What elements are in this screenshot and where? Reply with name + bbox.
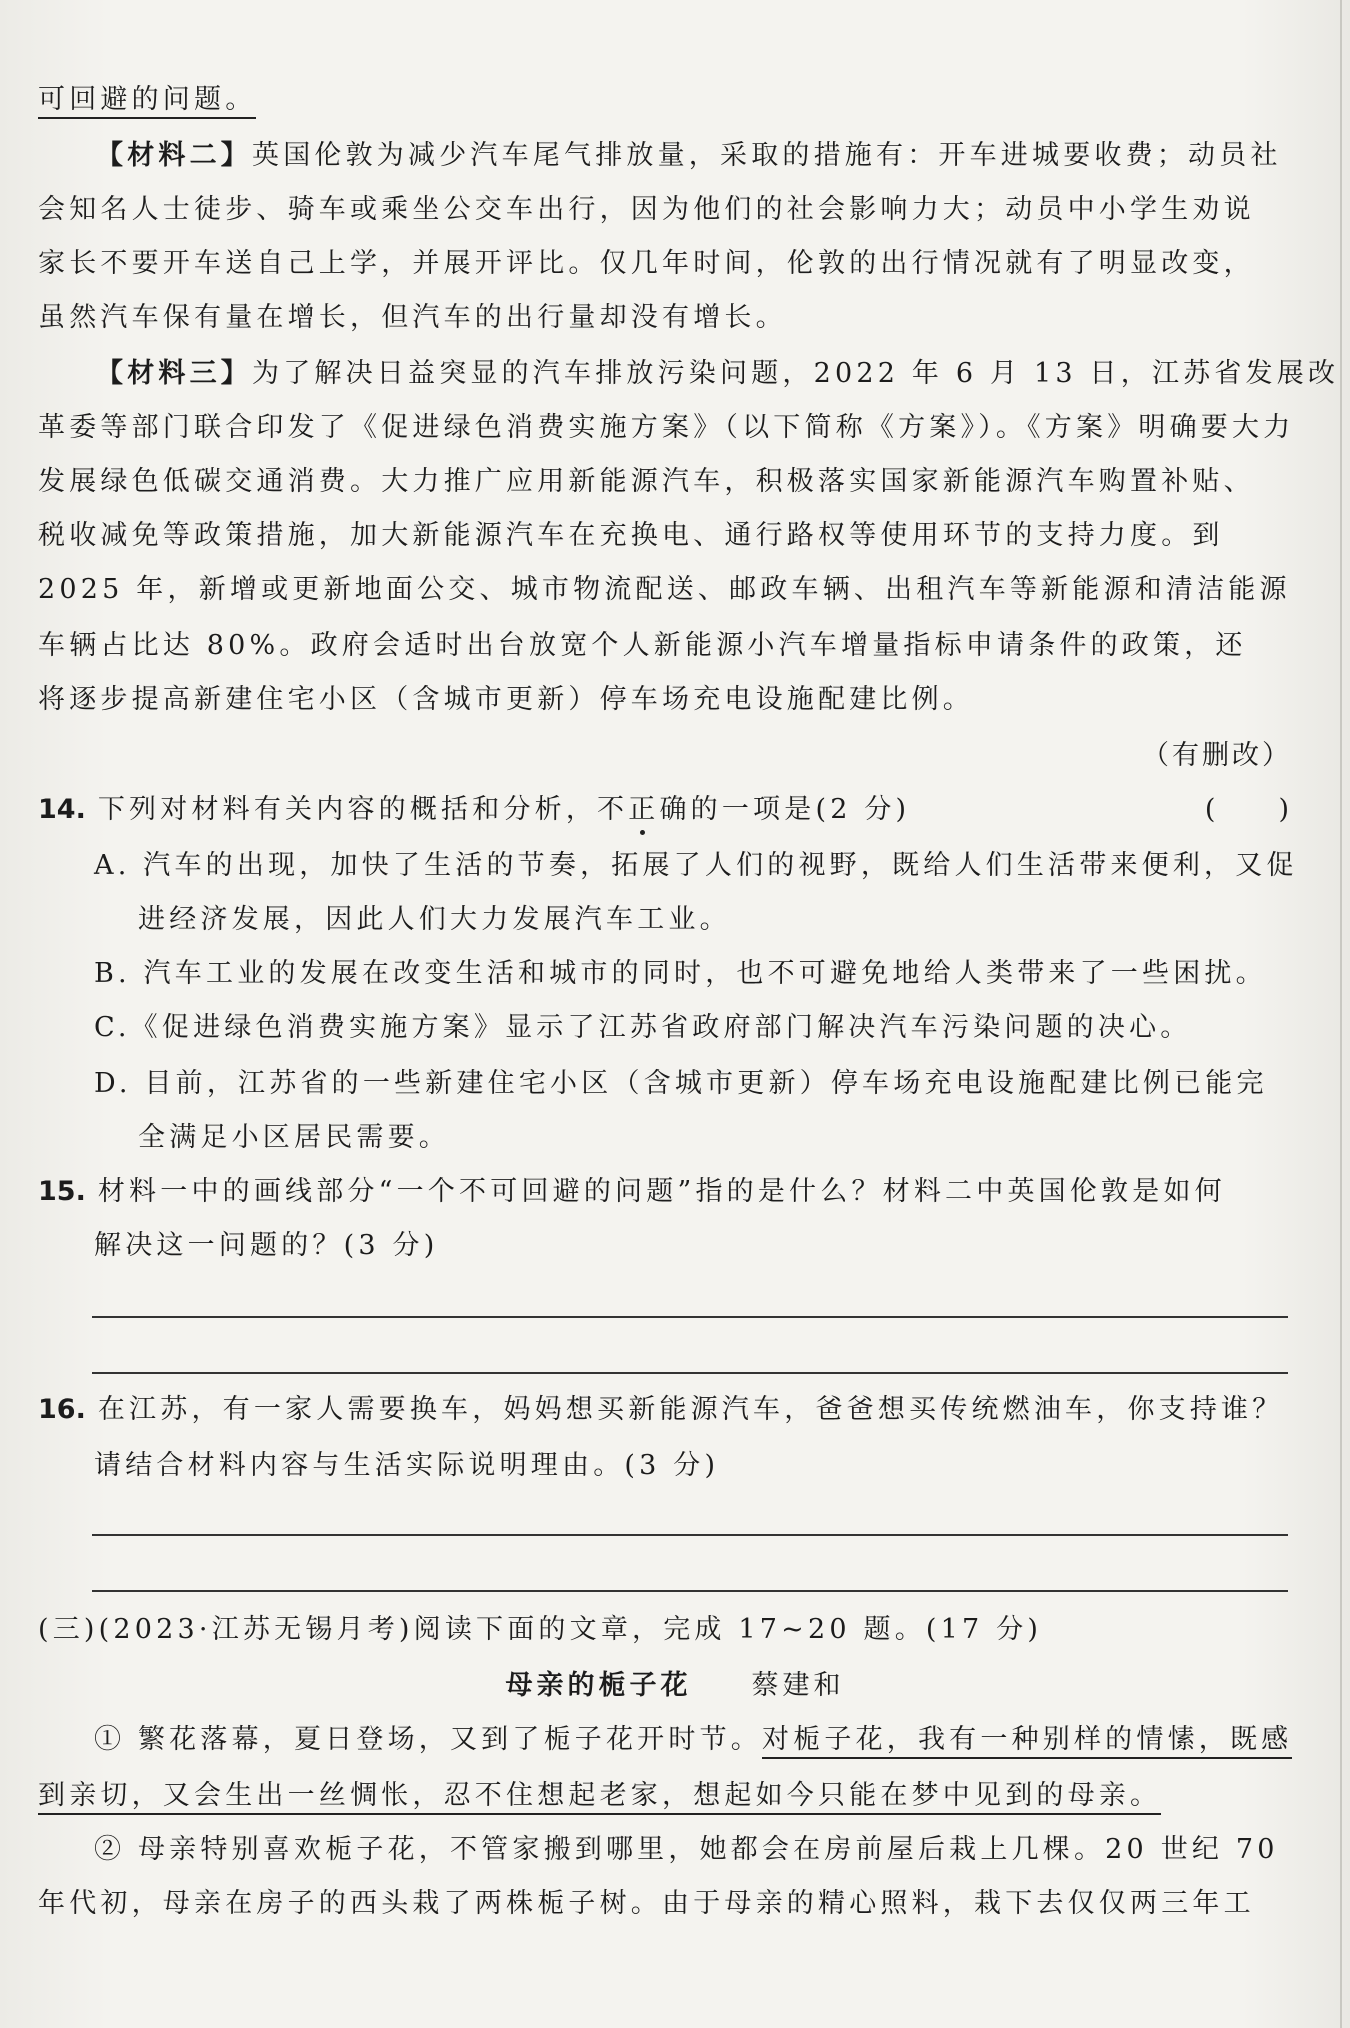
material-3-tag: 【材料三】 [96, 358, 252, 389]
option-a-continued: 进经济发展，因此人们大力发展汽车工业。 [138, 904, 731, 935]
material-3-line: 2025 年，新增或更新地面公交、城市物流配送、邮政车辆、出租汽车等新能源和清洁能源 [38, 574, 1291, 605]
article-heading [0, 1668, 1350, 1704]
underlined-sentence: 到亲切，又会生出一丝惆怅，忍不住想起老家，想起如今只能在梦中见到的母亲。 [38, 1780, 1161, 1815]
question-14-stem: 14. 下列对材料有关内容的概括和分析，不正确的一项是(2 分) [38, 794, 911, 825]
material-3-line: 将逐步提高新建住宅小区（含城市更新）停车场充电设施配建比例。 [38, 684, 974, 715]
answer-line[interactable] [92, 1372, 1288, 1374]
material-3-line: 革委等部门联合印发了《促进绿色消费实施方案》（以下简称《方案》）。《方案》明确要大力 [38, 412, 1295, 443]
option-d-continued: 全满足小区居民需要。 [138, 1122, 450, 1153]
answer-line[interactable] [92, 1534, 1288, 1536]
question-15-stem: 15. 材料一中的画线部分“一个不可回避的问题”指的是什么？材料二中英国伦敦是如何 [38, 1176, 1226, 1207]
answer-bracket[interactable]: ( ) [1204, 794, 1292, 825]
question-15-stem-continued: 解决这一问题的？(3 分) [94, 1230, 439, 1261]
material-2-line: 家长不要开车送自己上学，并展开评比。仅几年时间，伦敦的出行情况就有了明显改变， [38, 248, 1255, 279]
text-line [38, 82, 1288, 118]
source-note: （有删改） [1142, 740, 1292, 771]
underlined-phrase: 可回避的问题。 [38, 84, 256, 119]
material-3-line: 车辆占比达 80%。政府会适时出台放宽个人新能源小汽车增量指标申请条件的政策，还 [38, 630, 1247, 661]
article-author: 蔡建和 [751, 1670, 845, 1701]
answer-line[interactable] [92, 1590, 1288, 1592]
answer-line[interactable] [92, 1316, 1288, 1318]
question-16-stem-continued: 请结合材料内容与生活实际说明理由。(3 分) [94, 1450, 720, 1481]
section-3-intro: (三)(2023·江苏无锡月考)阅读下面的文章，完成 17~20 题。(17 分) [38, 1614, 1043, 1645]
article-title: 母亲的栀子花 [505, 1670, 692, 1701]
option-a[interactable]: A. 汽车的出现，加快了生活的节奏，拓展了人们的视野，既给人们生活带来便利，又促 [94, 850, 1298, 881]
option-d[interactable]: D. 目前，江苏省的一些新建住宅小区（含城市更新）停车场充电设施配建比例已能完 [94, 1068, 1268, 1099]
material-2-line: 【材料二】英国伦敦为减少汽车尾气排放量，采取的措施有：开车进城要收费；动员社 [96, 140, 1282, 171]
paragraph-1: ① 繁花落幕，夏日登场，又到了栀子花开时节。对栀子花，我有一种别样的情愫，既感 [94, 1722, 1344, 1758]
material-2-line: 虽然汽车保有量在增长，但汽车的出行量却没有增长。 [38, 302, 787, 333]
material-3-line: 税收减免等政策措施，加大新能源汽车在充换电、通行路权等使用环节的支持力度。到 [38, 520, 1224, 551]
question-number: 15. [38, 1176, 86, 1207]
question-16-stem: 16. 在江苏，有一家人需要换车，妈妈想买新能源汽车，爸爸想买传统燃油车，你支持谁？ [38, 1394, 1284, 1425]
material-2-line: 会知名人士徒步、骑车或乘坐公交车出行，因为他们的社会影响力大；动员中小学生劝说 [38, 194, 1255, 225]
option-c[interactable]: C.《促进绿色消费实施方案》显示了江苏省政府部门解决汽车污染问题的决心。 [94, 1012, 1192, 1043]
material-3-line: 发展绿色低碳交通消费。大力推广应用新能源汽车，积极落实国家新能源汽车购置补贴、 [38, 466, 1255, 497]
material-3-line: 【材料三】为了解决日益突显的汽车排放污染问题，2022 年 6 月 13 日，江苏省发展改 [96, 358, 1340, 389]
paragraph-2: ② 母亲特别喜欢栀子花，不管家搬到哪里，她都会在房前屋后栽上几棵。20 世纪 70 [94, 1834, 1279, 1865]
paragraph-2-continued: 年代初，母亲在房子的西头栽了两株栀子树。由于母亲的精心照料，栽下去仅仅两三年工 [38, 1888, 1255, 1919]
paragraph-1-continued [38, 1778, 1288, 1814]
question-number: 16. [38, 1394, 86, 1425]
emphasis-text: 不正确 [597, 794, 691, 825]
underlined-sentence: 对栀子花，我有一种别样的情愫，既感 [762, 1724, 1292, 1759]
question-number: 14. [38, 794, 86, 825]
material-2-tag: 【材料二】 [96, 140, 252, 171]
option-b[interactable]: B. 汽车工业的发展在改变生活和城市的同时，也不可避免地给人类带来了一些困扰。 [94, 958, 1267, 989]
